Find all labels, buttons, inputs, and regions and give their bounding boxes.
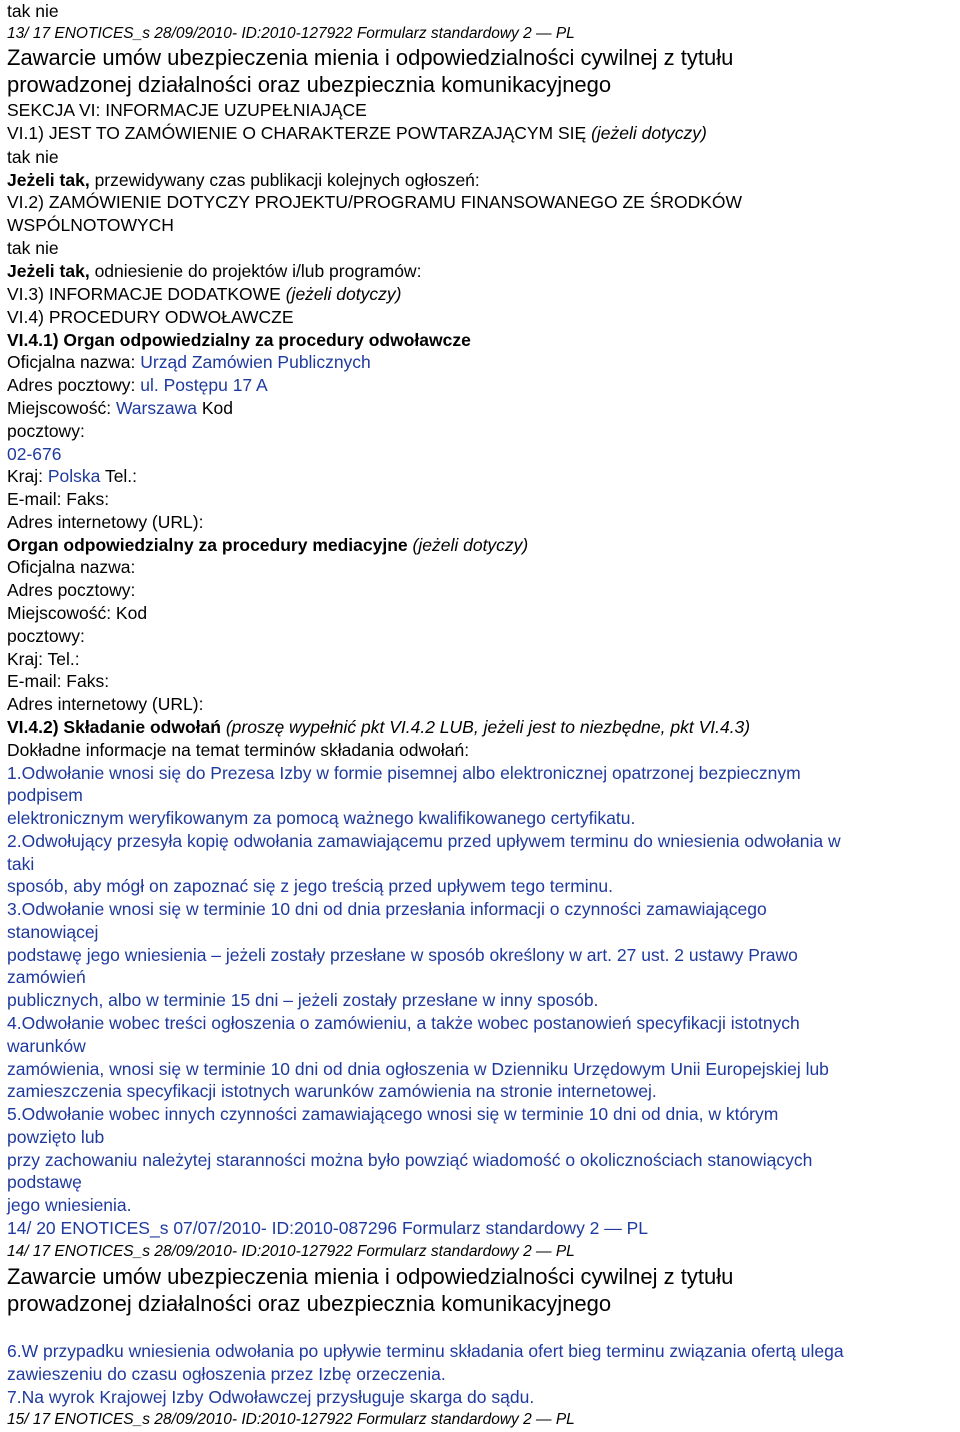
vi42-intro: Dokładne informacje na temat terminów składania odwołań: <box>7 740 470 760</box>
mediation-note: (jeżeli dotyczy) <box>412 535 529 555</box>
appeal-text-line: 6.W przypadku wniesienia odwołania po upływie terminu składania ofert bieg terminu związania ofertą ulega <box>7 1341 844 1361</box>
vi2-jezeli-row <box>7 260 421 282</box>
appeal-text-line: publicznych, albo w terminie 15 dni – jeżeli zostały przesłane w inny sposób. <box>7 990 599 1010</box>
vi42-label: VI.4.2) Składanie odwołań <box>7 717 221 737</box>
appeal-text-line: podstawę <box>7 1172 82 1192</box>
vi1-tak-nie: tak nie <box>7 147 59 167</box>
document-title-line1: Zawarcie umów ubezpieczenia mienia i odpowiedzialności cywilnej z tytułu <box>7 45 734 70</box>
appeal-text-line: 1.Odwołanie wnosi się do Prezesa Izby w formie pisemnej albo elektronicznej opatrzonej bezpiecznym <box>7 763 801 783</box>
vi1-label: VI.1) JEST TO ZAMÓWIENIE O CHARAKTERZE POWTARZAJĄCYM SIĘ <box>7 123 587 143</box>
vi41-tel-label: Tel.: <box>104 466 138 486</box>
appeal-text-line: przy zachowaniu należytej staranności można było powziąć wiadomość o okolicznościach stanowiących <box>7 1150 813 1170</box>
tak-nie-top: tak nie <box>7 1 59 21</box>
vi42-note: (proszę wypełnić pkt VI.4.2 LUB, jeżeli jest to niezbędne, pkt VI.4.3) <box>225 717 751 737</box>
appeal-text-line: 3.Odwołanie wnosi się w terminie 10 dni od dnia przesłania informacji o czynności zamawiającego <box>7 899 767 919</box>
mediation-email-fax: E-mail: Faks: <box>7 671 110 691</box>
page-footer-13: 13/ 17 ENOTICES_s 28/09/2010- ID:2010-127922 Formularz standardowy 2 — PL <box>7 25 575 42</box>
appeal-text-line: stanowiącej <box>7 922 99 942</box>
vi1-jezeli-row <box>7 169 480 191</box>
vi2-jezeli: Jeżeli tak, <box>7 261 90 281</box>
vi41-address-value: ul. Postępu 17 A <box>140 375 268 395</box>
document-title-repeat-line2: prowadzonej działalności oraz ubezpiecznia komunikacyjnego <box>7 1291 612 1316</box>
vi41-pocztowy: pocztowy: <box>7 421 85 441</box>
mediation-label: Organ odpowiedzialny za procedury mediacyjne <box>7 535 408 555</box>
vi3-label: VI.3) INFORMACJE DODATKOWE <box>7 284 281 304</box>
appeal-text-line: zamieszczenia specyfikacji istotnych warunków zamówienia na stronie internetowej. <box>7 1081 657 1101</box>
vi4-heading: VI.4) PROCEDURY ODWOŁAWCZE <box>7 307 294 327</box>
vi41-city-row <box>7 397 233 419</box>
appeal-text-line: sposób, aby mógł on zapoznać się z jego treścią przed upływem tego terminu. <box>7 876 614 896</box>
vi41-kod-label: Kod <box>201 398 233 418</box>
vi41-name-row <box>7 351 371 373</box>
document-title-line2: prowadzonej działalności oraz ubezpiecznia komunikacyjnego <box>7 72 612 97</box>
section-heading: SEKCJA VI: INFORMACJE UZUPEŁNIAJĄCE <box>7 100 367 120</box>
vi3-note: (jeżeli dotyczy) <box>285 284 402 304</box>
appeal-text-line: 4.Odwołanie wobec treści ogłoszenia o zamówieniu, a także wobec postanowień specyfikacji istotnych <box>7 1013 800 1033</box>
vi41-name-label: Oficjalna nazwa: <box>7 352 136 372</box>
appeal-text-line: powzięto lub <box>7 1127 105 1147</box>
mediation-heading <box>7 534 528 556</box>
vi41-name-value: Urząd Zamówien Publicznych <box>140 352 371 372</box>
vi41-email-fax: E-mail: Faks: <box>7 489 110 509</box>
vi2-text: odniesienie do projektów i/lub programów: <box>94 261 422 281</box>
appeal-text-line: elektronicznym weryfikowanym za pomocą ważnego kwalifikowanego certyfikatu. <box>7 808 636 828</box>
vi2-tak-nie: tak nie <box>7 238 59 258</box>
vi41-city-label: Miejscowość: <box>7 398 112 418</box>
vi41-heading: VI.4.1) Organ odpowiedzialny za procedury odwoławcze <box>7 330 471 350</box>
appeal-text-line: warunków <box>7 1036 86 1056</box>
page-footer-15: 15/ 17 ENOTICES_s 28/09/2010- ID:2010-127922 Formularz standardowy 2 — PL <box>7 1411 575 1428</box>
mediation-city-kod: Miejscowość: Kod <box>7 603 148 623</box>
vi3-heading <box>7 283 401 305</box>
vi1-note: (jeżeli dotyczy) <box>591 123 707 143</box>
vi41-country-value: Polska <box>47 466 101 486</box>
vi41-url-label: Adres internetowy (URL): <box>7 512 204 532</box>
appeal-text-line: zamówienia, wnosi się w terminie 10 dni od dnia ogłoszenia w Dzienniku Urzędowym Unii Europejskiej lub <box>7 1059 829 1079</box>
appeal-text-line: taki <box>7 854 35 874</box>
appeal-text-line: zawieszeniu do czasu ogłoszenia przez Izbę orzeczenia. <box>7 1364 446 1384</box>
vi2-heading-line1: VI.2) ZAMÓWIENIE DOTYCZY PROJEKTU/PROGRAMU FINANSOWANEGO ZE ŚRODKÓW <box>7 192 743 212</box>
appeal-text-line: 7.Na wyrok Krajowej Izby Odwoławczej przysługuje skarga do sądu. <box>7 1387 535 1407</box>
vi41-country-row <box>7 465 137 487</box>
vi41-country-label: Kraj: <box>7 466 43 486</box>
mediation-url-label: Adres internetowy (URL): <box>7 694 204 714</box>
appeal-text-line: 2.Odwołujący przesyła kopię odwołania zamawiającemu przed upływem terminu do wniesienia odwołania w <box>7 831 841 851</box>
mediation-name-label: Oficjalna nazwa: <box>7 557 136 577</box>
mediation-pocztowy: pocztowy: <box>7 626 85 646</box>
vi41-postcode: 02-676 <box>7 444 62 464</box>
page-footer-14: 14/ 17 ENOTICES_s 28/09/2010- ID:2010-127922 Formularz standardowy 2 — PL <box>7 1243 575 1260</box>
appeal-text-line: podstawę jego wniesienia – jeżeli zostały przesłane w sposób określony w art. 27 ust. 2 ustawy Prawo <box>7 945 798 965</box>
appeal-text-line: jego wniesienia. <box>7 1195 132 1215</box>
vi1-jezeli: Jeżeli tak, <box>7 170 90 190</box>
appeal-text-line: zamówień <box>7 967 86 987</box>
appeal-text-line: 5.Odwołanie wobec innych czynności zamawiającego wnosi się w terminie 10 dni od dnia, w którym <box>7 1104 779 1124</box>
vi42-heading <box>7 716 750 738</box>
appeal-text-line: podpisem <box>7 785 83 805</box>
vi41-address-row <box>7 374 268 396</box>
vi1-heading <box>7 122 707 144</box>
vi2-heading-line2: WSPÓLNOTOWYCH <box>7 215 174 235</box>
mediation-address-label: Adres pocztowy: <box>7 580 136 600</box>
page-footer-14-old: 14/ 20 ENOTICES_s 07/07/2010- ID:2010-087296 Formularz standardowy 2 — PL <box>7 1218 649 1238</box>
document-title-repeat-line1: Zawarcie umów ubezpieczenia mienia i odpowiedzialności cywilnej z tytułu <box>7 1264 734 1289</box>
mediation-kraj-tel: Kraj: Tel.: <box>7 649 80 669</box>
vi41-city-value: Warszawa <box>115 398 197 418</box>
vi1-text: przewidywany czas publikacji kolejnych ogłoszeń: <box>94 170 480 190</box>
vi41-address-label: Adres pocztowy: <box>7 375 136 395</box>
